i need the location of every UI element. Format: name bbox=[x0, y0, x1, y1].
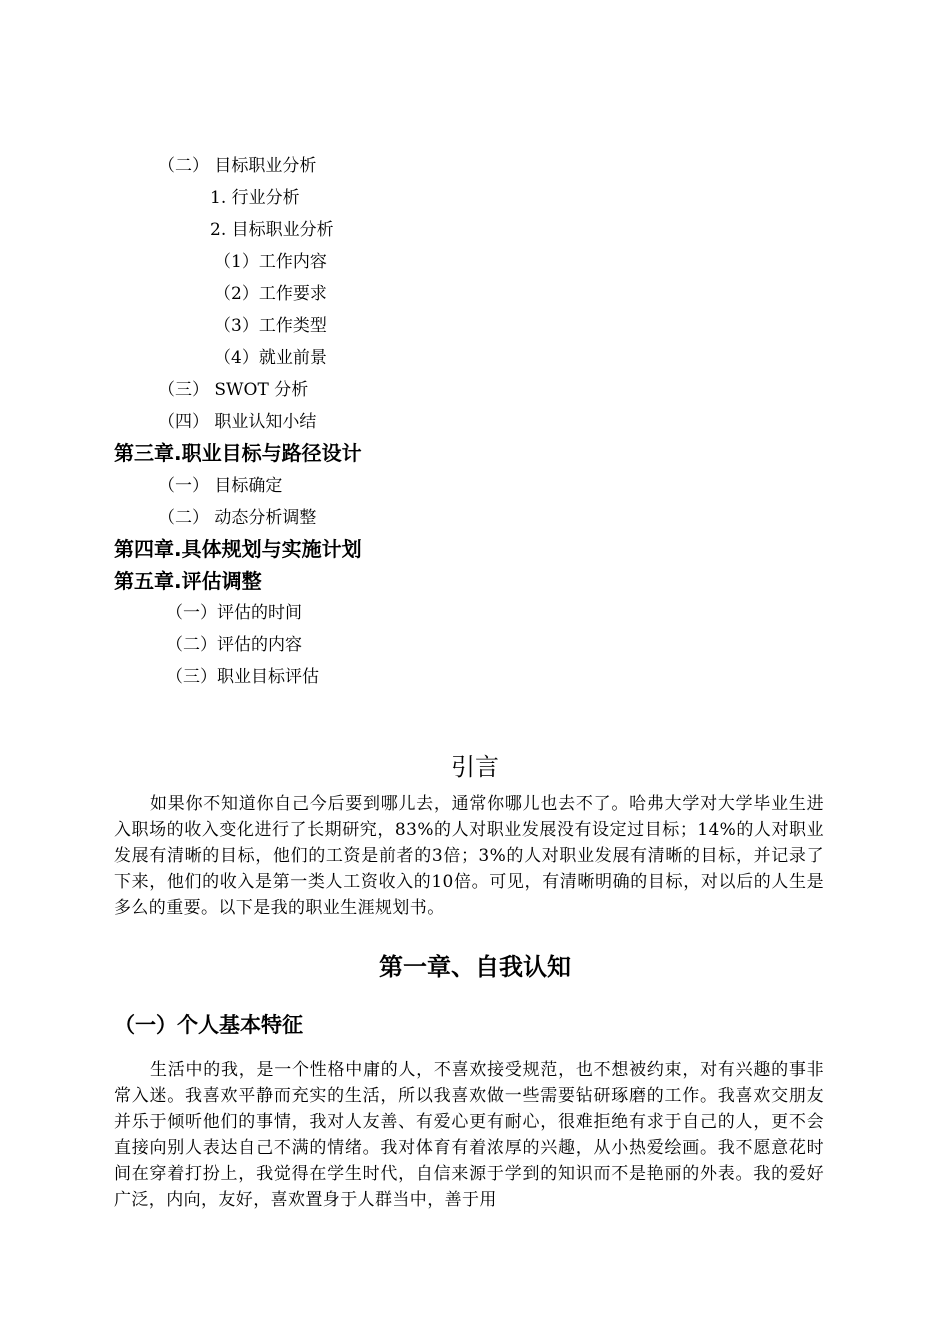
intro-title: 引言 bbox=[451, 753, 499, 781]
toc-item-employment-prospect: （4）就业前景 bbox=[214, 348, 327, 368]
toc-chapter-5: 第五章.评估调整 bbox=[114, 569, 262, 593]
toc-section-4: （四） 职业认知小结 bbox=[158, 412, 317, 432]
toc-chapter-5-item-3: （三）职业目标评估 bbox=[166, 667, 319, 687]
toc-item-work-requirements: （2）工作要求 bbox=[214, 284, 327, 304]
section-personal-traits-paragraph: 生活中的我，是一个性格中庸的人，不喜欢接受规范，也不想被约束，对有兴趣的事非常入迷。我喜欢平静而充实的生活，所以我喜欢做一些需要钻研琢磨的工作。我喜欢交朋友并乐于倾听他们的事情，我对人友善、有爱心更有耐心，很难拒绝有求于自己的人，更不会直接向别人表达自己不满的情绪。我对体育有着浓厚的兴趣，从小热爱绘画。我不愿意花时间在穿着打扮上，我觉得在学生时代，自信来源于学到的知识而不是艳丽的外表。我的爱好广泛，内向，友好，喜欢置身于人群当中，善于用 bbox=[114, 1060, 824, 1210]
toc-item-industry: 1. 行业分析 bbox=[210, 188, 300, 208]
intro-paragraph: 如果你不知道你自己今后要到哪儿去，通常你哪儿也去不了。哈弗大学对大学毕业生进入职场的收入变化进行了长期研究，83%的人对职业发展没有设定过目标；14%的人对职业发展有清晰的目标，他们的工资是前者的3倍；3%的人对职业发展有清晰的目标，并记录了下来，他们的收入是第一类人工资收入的10倍。可见，有清晰明确的目标，对以后的人生是多么的重要。以下是我的职业生涯规划书。 bbox=[114, 794, 824, 918]
toc-item-work-content: （1）工作内容 bbox=[214, 252, 327, 272]
toc-section-2: （二） 目标职业分析 bbox=[158, 156, 317, 176]
toc-chapter-3-item-1: （一） 目标确定 bbox=[158, 476, 283, 496]
toc-chapter-3: 第三章.职业目标与路径设计 bbox=[114, 441, 362, 465]
toc-section-3: （三） SWOT 分析 bbox=[158, 380, 309, 400]
toc-item-work-type: （3）工作类型 bbox=[214, 316, 327, 336]
chapter-1-title: 第一章、自我认知 bbox=[379, 953, 571, 981]
toc-item-target-job: 2. 目标职业分析 bbox=[210, 220, 334, 240]
section-personal-traits-title: （一）个人基本特征 bbox=[114, 1013, 303, 1037]
toc-chapter-5-item-2: （二）评估的内容 bbox=[166, 635, 302, 655]
toc-chapter-3-item-2: （二） 动态分析调整 bbox=[158, 508, 317, 528]
toc-chapter-5-item-1: （一）评估的时间 bbox=[166, 603, 302, 623]
toc-chapter-4: 第四章.具体规划与实施计划 bbox=[114, 537, 362, 561]
